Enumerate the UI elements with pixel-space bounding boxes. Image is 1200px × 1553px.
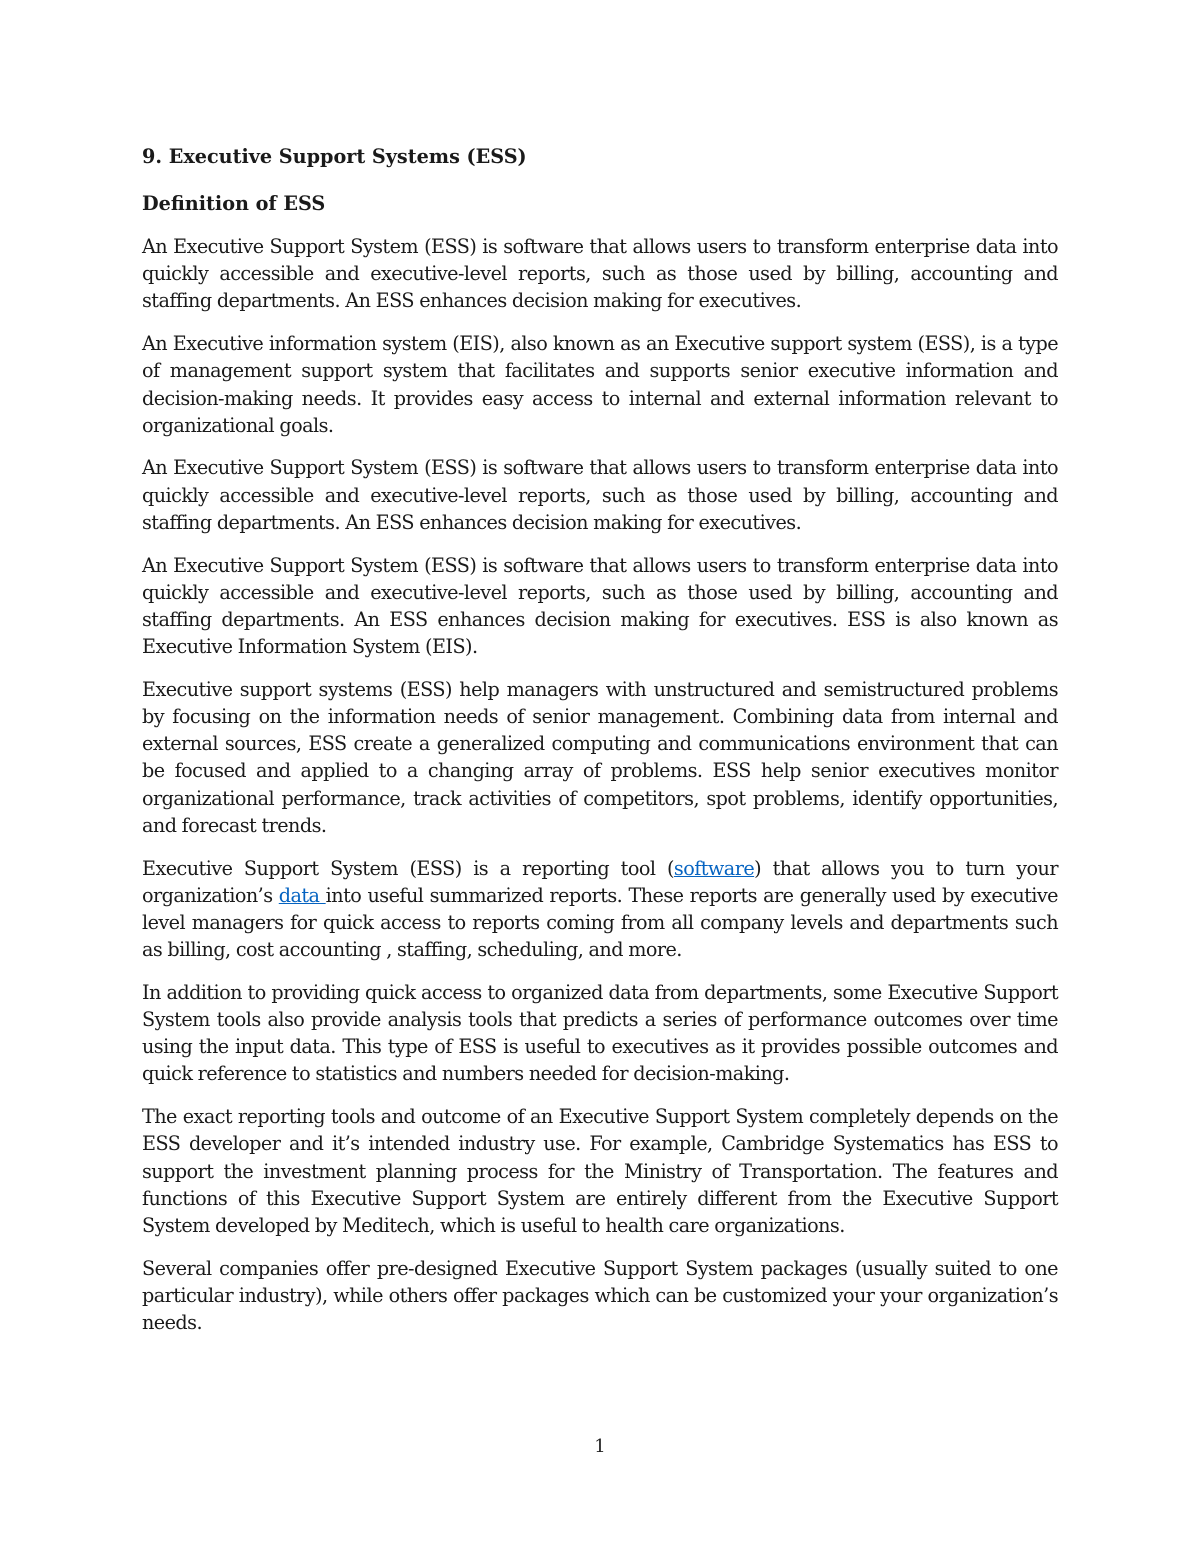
page-body bbox=[142, 143, 1058, 1352]
paragraph-reporting-outcomes: The exact reporting tools and outcome of an Executive Support System completely depends on the ESS developer and it’s intended industry use. For example, Cambridge Systematics has ESS to support the investment planning process for the Ministry of Transportation. The features and functions of this Executive Support System are entirely different from the Executive Support System developed by Meditech, which is useful to health care organizations. bbox=[142, 1105, 1058, 1237]
page-number: 1 bbox=[594, 1436, 606, 1457]
subsection-title: Definition of ESS bbox=[142, 192, 326, 215]
paragraph-analysis-tools: In addition to providing quick access to organized data from departments, some Executive Support System tools also provide analysis tools that predicts a series of performance outcomes over time using the input data. This type of ESS is useful to executives as it provides possible outcomes and quick reference to statistics and numbers needed for decision-making. bbox=[142, 980, 1058, 1086]
paragraph-ess-aka-eis: An Executive Support System (ESS) is software that allows users to transform enterprise data into quickly accessible and executive-level reports, such as those used by billing, accounting and staffing departments. An ESS enhances decision making for executives. ESS is also known as Executive Information System (EIS). bbox=[142, 553, 1058, 659]
software-link[interactable]: software bbox=[673, 856, 755, 880]
paragraph-ess-packages: Several companies offer pre-designed Executive Support System packages (usually suited to one particular industry), while others offer packages which can be customized your your organization’s needs. bbox=[142, 1256, 1058, 1335]
reporting-text-start: Executive Support System (ESS) is a reporting tool ( bbox=[142, 856, 674, 880]
data-link[interactable]: data bbox=[278, 883, 326, 907]
paragraph-reporting-tool bbox=[142, 855, 1058, 964]
section-title: 9. Executive Support Systems (ESS) bbox=[142, 145, 527, 168]
paragraph-ess-managers: Executive support systems (ESS) help managers with unstructured and semistructured problems by focusing on the information needs of senior management. Combining data from internal and external sources, ESS create a generalized computing and communications environment that can be focused and applied to a changing array of problems. ESS help senior executives monitor organizational performance, track activities of competitors, spot problems, identify opportunities, and forecast trends. bbox=[142, 677, 1058, 837]
reporting-text-middle: ) that allows you to turn your organization’s bbox=[142, 856, 1058, 907]
paragraph-eis-definition: An Executive information system (EIS), also known as an Executive support system (ESS), is a type of management support system that facilitates and supports senior executive information and decision-making needs. It provides easy access to internal and external information relevant to organizational goals. bbox=[142, 332, 1058, 437]
paragraph-ess-definition: An Executive Support System (ESS) is software that allows users to transform enterprise data into quickly accessible and executive-level reports, such as those used by billing, accounting and staffing departments. An ESS enhances decision making for executives. bbox=[142, 235, 1058, 313]
paragraph-ess-repeat: An Executive Support System (ESS) is software that allows users to transform enterprise data into quickly accessible and executive-level reports, such as those used by billing, accounting and staffing departments. An ESS enhances decision making for executives. bbox=[142, 456, 1058, 534]
reporting-text-end: into useful summarized reports. These reports are generally used by executive level managers for quick access to reports coming from all company levels and departments such as billing, cost accounting , staffing, scheduling, and more. bbox=[142, 883, 1058, 962]
